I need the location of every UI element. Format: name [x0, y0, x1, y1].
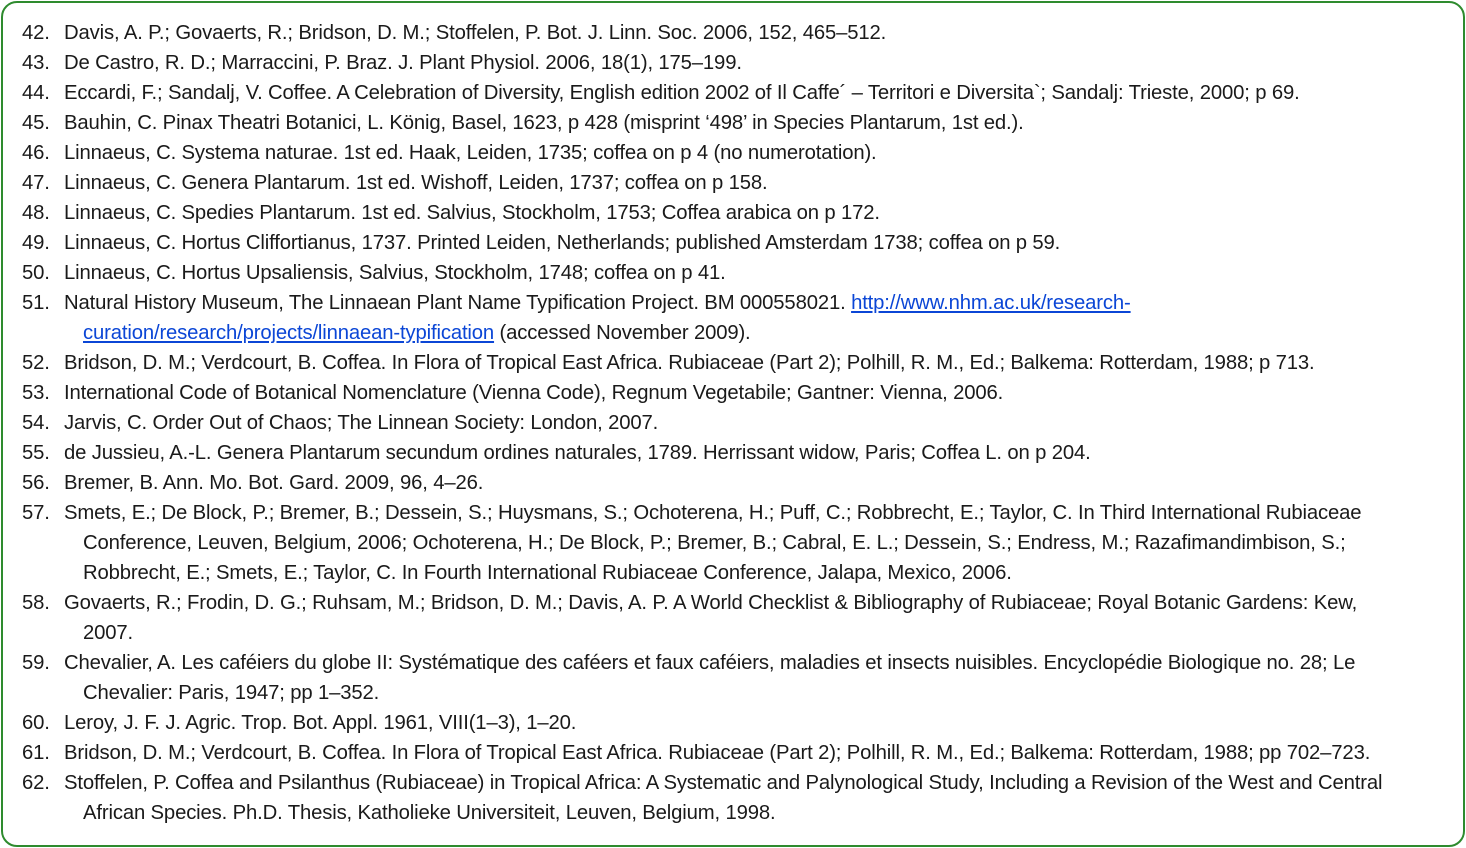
reference-text: Bridson, D. M.; Verdcourt, B. Coffea. In Flora of Tropical East Africa. Rubiaceae (Part 2); Polhill, R. M., Ed.; Balkema: Rotterdam, 1988; pp 702–723. — [64, 742, 1371, 764]
reference-item-51 — [22, 288, 1452, 348]
reference-number: 48. — [22, 202, 50, 224]
reference-item-57 — [22, 498, 1452, 588]
reference-number: 44. — [22, 82, 50, 104]
nhm-typification-link-continued[interactable]: curation/research/projects/linnaean-typification — [83, 322, 495, 344]
reference-text: Bridson, D. M.; Verdcourt, B. Coffea. In Flora of Tropical East Africa. Rubiaceae (Part 2); Polhill, R. M., Ed.; Balkema: Rotterdam, 1988; p 713. — [64, 352, 1315, 374]
reference-text: Natural History Museum, The Linnaean Plant Name Typification Project. BM 000558021. — [64, 292, 852, 314]
nhm-typification-link[interactable]: http://www.nhm.ac.uk/research- — [851, 292, 1131, 314]
reference-item-45 — [22, 108, 1452, 138]
reference-number: 51. — [22, 292, 50, 314]
reference-text: Chevalier, A. Les caféiers du globe II: Systématique des caféers et faux caféiers, maladies et insects nuisibles. Encyclopédie Biologique no. 28; Le — [64, 652, 1356, 674]
reference-text: Linnaeus, C. Spedies Plantarum. 1st ed. Salvius, Stockholm, 1753; Coffea arabica on p 172. — [64, 202, 880, 224]
reference-text: International Code of Botanical Nomenclature (Vienna Code), Regnum Vegetabile; Gantner: Vienna, 2006. — [64, 382, 1004, 404]
reference-number: 57. — [22, 502, 50, 524]
reference-number: 59. — [22, 652, 50, 674]
reference-number: 54. — [22, 412, 50, 434]
reference-text: Bremer, B. Ann. Mo. Bot. Gard. 2009, 96, 4–26. — [64, 472, 484, 494]
reference-text: Linnaeus, C. Hortus Upsaliensis, Salvius, Stockholm, 1748; coffea on p 41. — [64, 262, 726, 284]
reference-number: 56. — [22, 472, 50, 494]
reference-text: De Castro, R. D.; Marraccini, P. Braz. J. Plant Physiol. 2006, 18(1), 175–199. — [64, 52, 742, 74]
reference-text: African Species. Ph.D. Thesis, Katholieke Universiteit, Leuven, Belgium, 1998. — [83, 802, 776, 824]
reference-item-52 — [22, 348, 1452, 378]
reference-number: 61. — [22, 742, 50, 764]
reference-item-55 — [22, 438, 1452, 468]
reference-item-50 — [22, 258, 1452, 288]
reference-item-62 — [22, 768, 1452, 828]
reference-text: Govaerts, R.; Frodin, D. G.; Ruhsam, M.; Bridson, D. M.; Davis, A. P. A World Checklist & Bibliography of Rubiaceae; Royal Botanic Gardens: Kew, — [64, 592, 1358, 614]
reference-item-61 — [22, 738, 1452, 768]
reference-text: de Jussieu, A.-L. Genera Plantarum secundum ordines naturales, 1789. Herrissant widow, Paris; Coffea L. on p 204. — [64, 442, 1091, 464]
reference-number: 42. — [22, 22, 50, 44]
reference-item-47 — [22, 168, 1452, 198]
reference-item-60 — [22, 708, 1452, 738]
reference-text-line — [64, 318, 1452, 348]
reference-item-56 — [22, 468, 1452, 498]
reference-text: 2007. — [83, 622, 134, 644]
reference-number: 47. — [22, 172, 50, 194]
reference-item-43 — [22, 48, 1452, 78]
reference-text: Smets, E.; De Block, P.; Bremer, B.; Dessein, S.; Huysmans, S.; Ochoterena, H.; Puff, C.; Robbrecht, E.; Taylor, C. In Third International Rubiaceae — [64, 502, 1362, 524]
reference-list — [22, 18, 1452, 828]
reference-item-54 — [22, 408, 1452, 438]
reference-item-49 — [22, 228, 1452, 258]
reference-number: 46. — [22, 142, 50, 164]
reference-number: 62. — [22, 772, 50, 794]
reference-text: (accessed November 2009). — [494, 322, 751, 344]
reference-number: 45. — [22, 112, 50, 134]
reference-item-44 — [22, 78, 1452, 108]
reference-number: 60. — [22, 712, 50, 734]
reference-text: Eccardi, F.; Sandalj, V. Coffee. A Celebration of Diversity, English edition 2002 of Il Caffe´ – Territori e Diversita`; Sandalj: Trieste, 2000; p 69. — [64, 82, 1300, 104]
reference-number: 55. — [22, 442, 50, 464]
reference-text: Linnaeus, C. Genera Plantarum. 1st ed. Wishoff, Leiden, 1737; coffea on p 158. — [64, 172, 768, 194]
reference-text: Jarvis, C. Order Out of Chaos; The Linnean Society: London, 2007. — [64, 412, 659, 434]
reference-text-line — [64, 288, 1452, 318]
reference-item-53 — [22, 378, 1452, 408]
reference-number: 50. — [22, 262, 50, 284]
reference-item-48 — [22, 198, 1452, 228]
reference-item-59 — [22, 648, 1452, 708]
reference-item-42 — [22, 18, 1452, 48]
reference-text: Chevalier: Paris, 1947; pp 1–352. — [83, 682, 380, 704]
reference-item-58 — [22, 588, 1452, 648]
reference-text: Conference, Leuven, Belgium, 2006; Ochoterena, H.; De Block, P.; Bremer, B.; Cabral, E. L.; Dessein, S.; Endress, M.; Razafimandimbison, S.; — [83, 532, 1346, 554]
reference-text: Linnaeus, C. Hortus Cliffortianus, 1737. Printed Leiden, Netherlands; published Amsterdam 1738; coffea on p 59. — [64, 232, 1061, 254]
reference-text: Stoffelen, P. Coffea and Psilanthus (Rubiaceae) in Tropical Africa: A Systematic and Palynological Study, Including a Revision of the West and Central — [64, 772, 1383, 794]
reference-number: 52. — [22, 352, 50, 374]
reference-panel — [1, 1, 1465, 847]
reference-text: Bauhin, C. Pinax Theatri Botanici, L. König, Basel, 1623, p 428 (misprint ‘498’ in Species Plantarum, 1st ed.). — [64, 112, 1024, 134]
reference-text: Robbrecht, E.; Smets, E.; Taylor, C. In Fourth International Rubiaceae Conference, Jalapa, Mexico, 2006. — [83, 562, 1012, 584]
reference-text: Linnaeus, C. Systema naturae. 1st ed. Haak, Leiden, 1735; coffea on p 4 (no numerotation). — [64, 142, 877, 164]
reference-number: 53. — [22, 382, 50, 404]
reference-number: 43. — [22, 52, 50, 74]
reference-number: 58. — [22, 592, 50, 614]
reference-number: 49. — [22, 232, 50, 254]
reference-text: Davis, A. P.; Govaerts, R.; Bridson, D. M.; Stoffelen, P. Bot. J. Linn. Soc. 2006, 152, 465–512. — [64, 22, 887, 44]
reference-text: Leroy, J. F. J. Agric. Trop. Bot. Appl. 1961, VIII(1–3), 1–20. — [64, 712, 577, 734]
reference-item-46 — [22, 138, 1452, 168]
